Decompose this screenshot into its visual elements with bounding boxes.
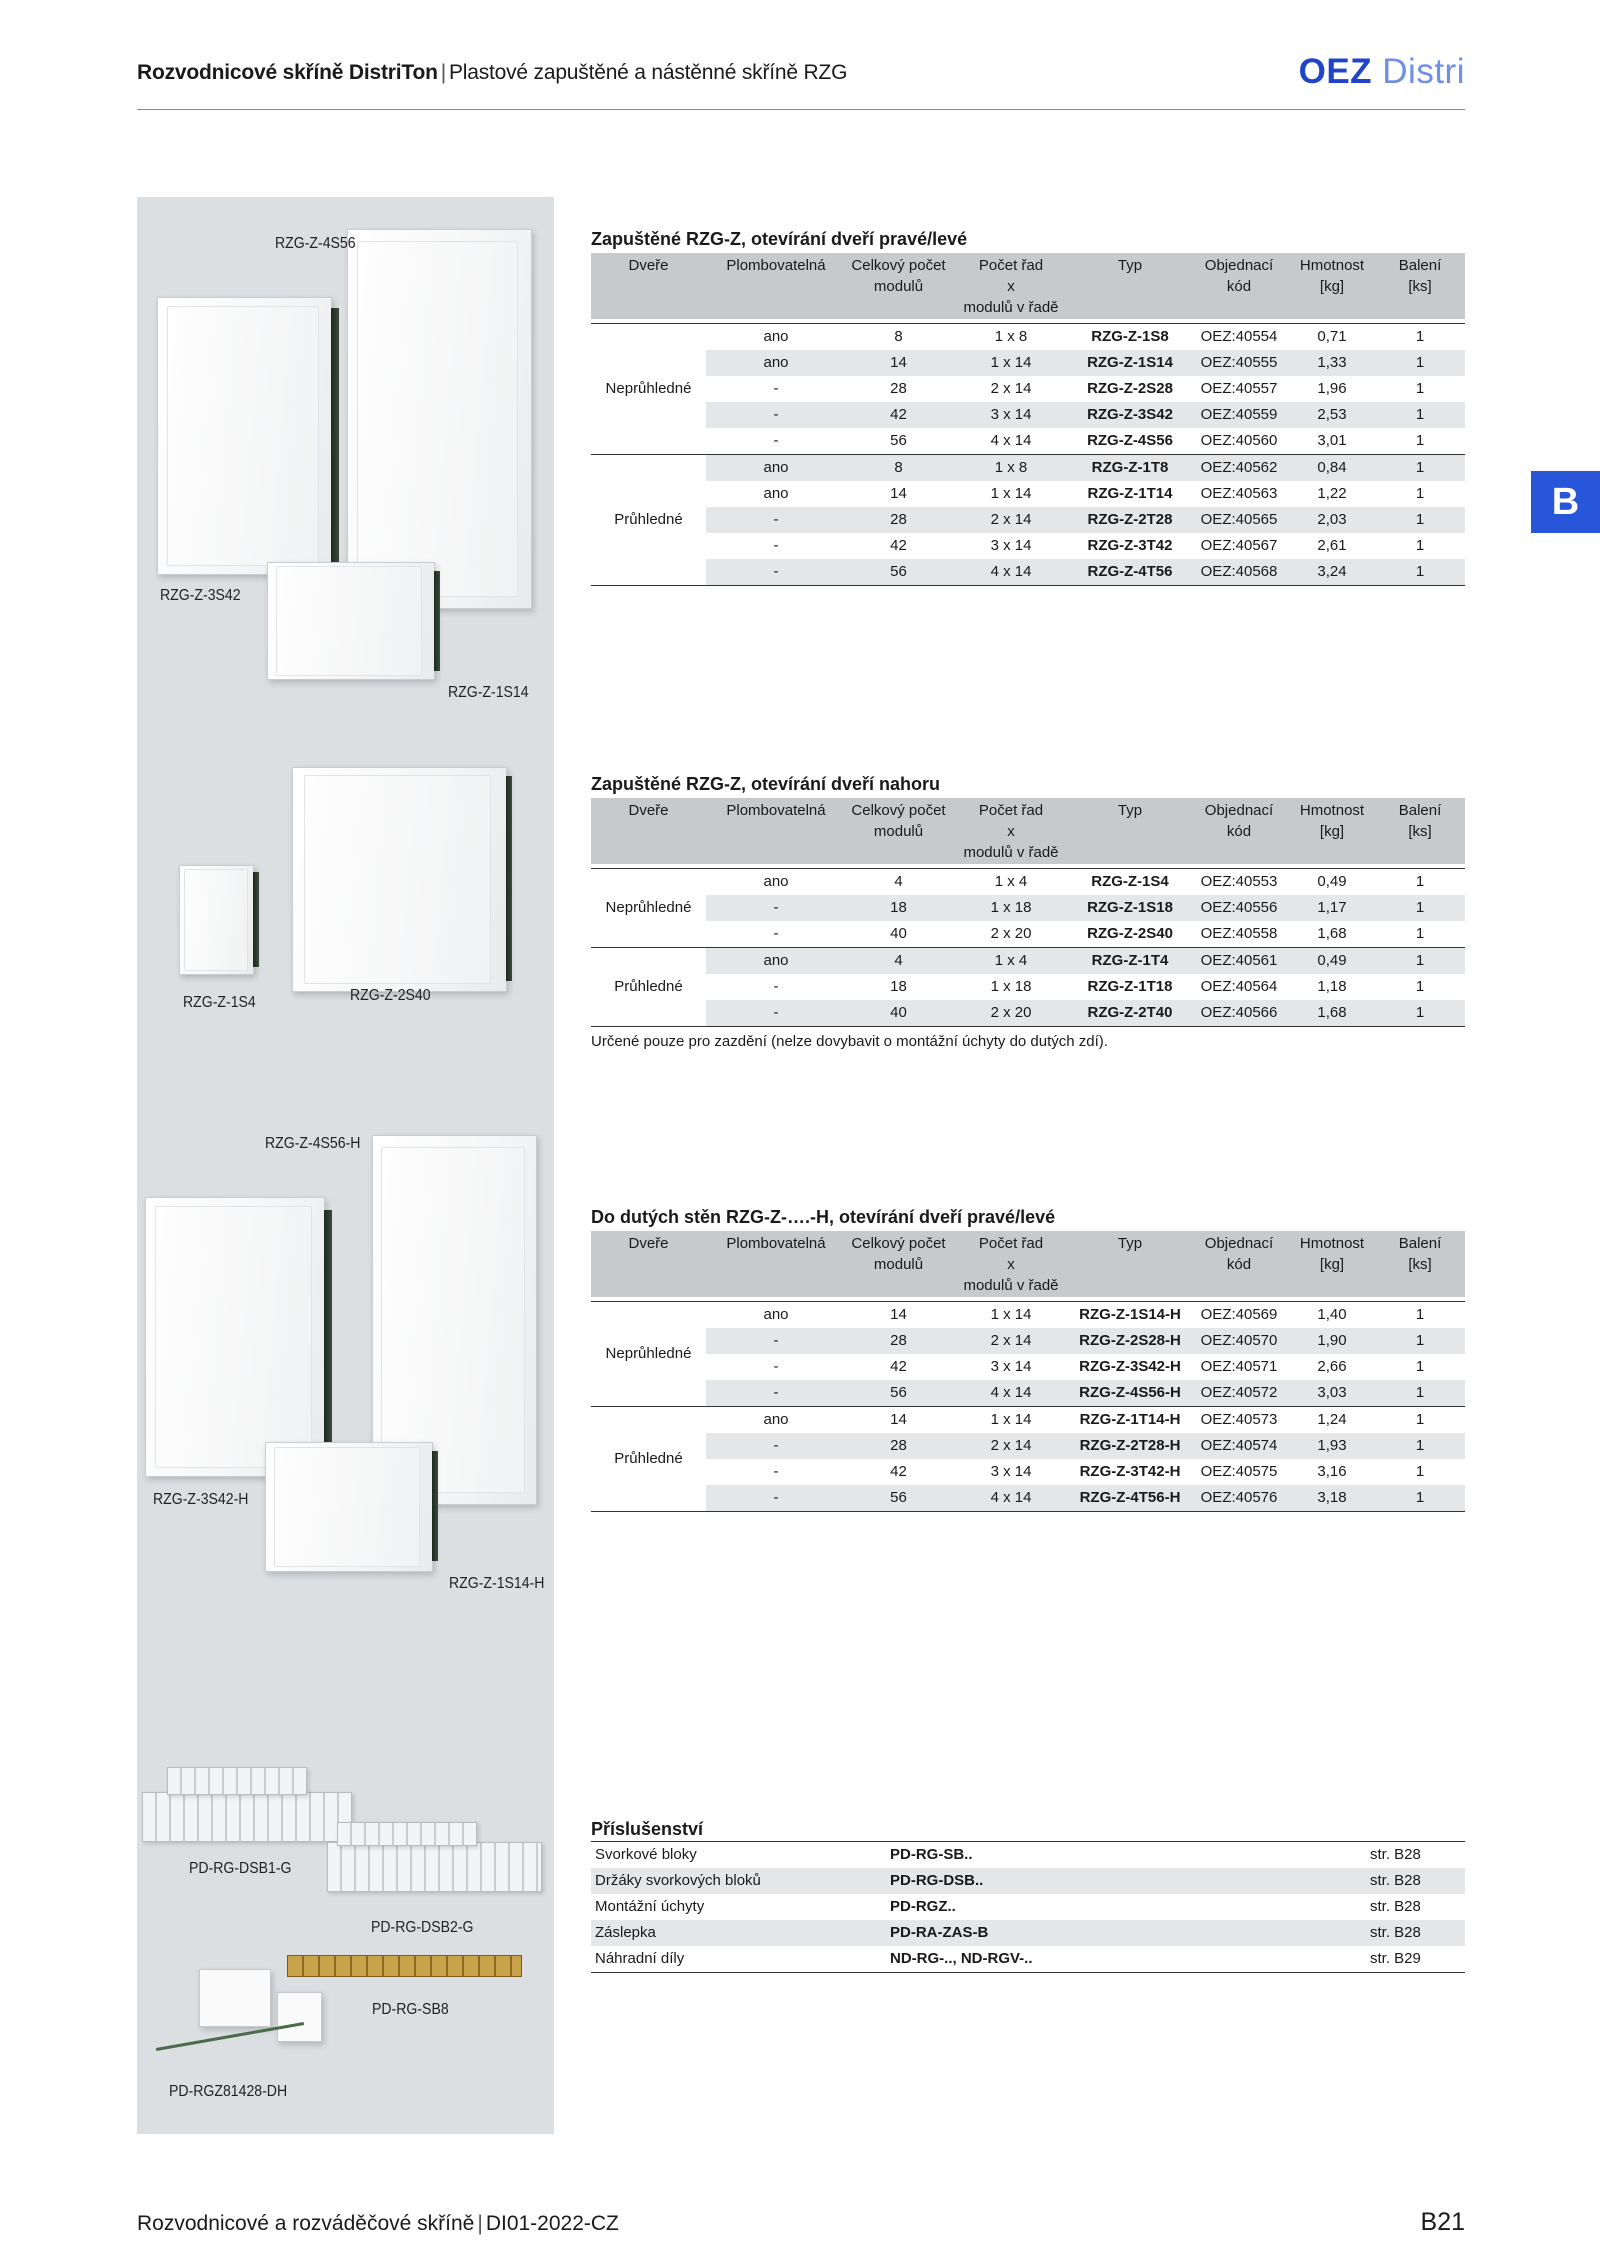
type-cell: RZG-Z-1T14 <box>1087 484 1173 502</box>
footer-separator: | <box>477 2212 483 2235</box>
package-cell: 1 <box>1415 1357 1425 1375</box>
modules-cell: 42 <box>890 1462 907 1480</box>
busbar-photo <box>287 1955 522 1977</box>
sealable-cell: - <box>773 977 779 995</box>
rows-cell: 1 x 14 <box>990 484 1032 502</box>
table-row <box>591 974 1465 1000</box>
weight-cell: 1,68 <box>1289 1000 1375 1027</box>
type-cell: RZG-Z-3S42 <box>1071 402 1189 428</box>
table-section-1 <box>591 228 1465 586</box>
cabinet-photo-1s14-h <box>265 1442 433 1572</box>
order-code-cell: OEZ:40558 <box>1189 921 1289 948</box>
modules-cell: 8 <box>894 327 903 345</box>
type-cell: RZG-Z-1T8 <box>1071 454 1189 481</box>
package-cell: 1 <box>1415 1462 1425 1480</box>
cabinet-photo-1s4 <box>179 865 254 975</box>
photo-label: RZG-Z-3S42-H <box>153 1491 249 1508</box>
sealable-cell: ano <box>706 350 846 376</box>
sealable-cell: - <box>706 402 846 428</box>
section-note: Určené pouze pro zazdění (nelze dovybavit o montážní úchyty do dutých zdí). <box>591 1032 1108 1050</box>
modules-cell: 40 <box>846 921 951 948</box>
col-header-order-code: Objednací kód <box>1189 1231 1289 1297</box>
type-cell: RZG-Z-3T42-H <box>1079 1462 1181 1480</box>
sealable-cell: - <box>706 1000 846 1027</box>
order-code-cell: OEZ:40555 <box>1189 350 1289 376</box>
sealable-cell: - <box>706 1485 846 1512</box>
col-header-sealable: Plombovatelná <box>706 798 846 864</box>
sealable-cell: ano <box>763 1305 789 1323</box>
accessory-name-cell: Držáky svorkových bloků <box>591 1868 886 1894</box>
modules-cell: 42 <box>846 402 951 428</box>
section-title: Zapuštěné RZG-Z, otevírání dveří nahoru <box>591 774 941 794</box>
table-header <box>591 798 1465 868</box>
order-code-cell: OEZ:40576 <box>1189 1485 1289 1512</box>
photo-label: PD-RGZ81428-DH <box>169 2083 288 2100</box>
weight-cell: 0,49 <box>1317 872 1347 890</box>
table-section-2 <box>591 773 1465 1050</box>
table-header <box>591 253 1465 323</box>
type-cell: RZG-Z-1T14-H <box>1079 1410 1181 1428</box>
weight-cell: 2,53 <box>1289 402 1375 428</box>
package-cell: 1 <box>1415 1410 1425 1428</box>
modules-cell: 14 <box>890 484 907 502</box>
rows-cell: 4 x 14 <box>951 1380 1071 1407</box>
table-row <box>591 350 1465 376</box>
table-row <box>591 402 1465 428</box>
table-row <box>591 1354 1465 1380</box>
section-title: Zapuštěné RZG-Z, otevírání dveří pravé/levé <box>591 229 968 249</box>
rows-cell: 3 x 14 <box>990 1357 1032 1375</box>
order-code-cell: OEZ:40557 <box>1200 379 1278 397</box>
order-code-cell: OEZ:40565 <box>1189 507 1289 533</box>
door-type-cell: Průhledné <box>591 454 706 585</box>
order-code-cell: OEZ:40574 <box>1189 1433 1289 1459</box>
spec-table <box>591 253 1465 586</box>
rows-cell: 3 x 14 <box>990 536 1032 554</box>
rows-cell: 4 x 14 <box>951 428 1071 455</box>
terminal-block-holder-photo <box>142 1792 352 1842</box>
sealable-cell: ano <box>763 1410 789 1428</box>
weight-cell: 1,96 <box>1317 379 1347 397</box>
weight-cell: 3,16 <box>1317 1462 1347 1480</box>
type-cell: RZG-Z-2S28 <box>1087 379 1173 397</box>
accessory-code-cell: PD-RGZ.. <box>890 1898 956 1915</box>
col-header-modules: Celkový počet modulů <box>846 798 951 864</box>
type-cell: RZG-Z-4T56 <box>1071 559 1189 586</box>
order-code-cell: OEZ:40571 <box>1200 1357 1278 1375</box>
accessory-code-cell: PD-RG-DSB.. <box>886 1868 1366 1894</box>
package-cell: 1 <box>1375 454 1465 481</box>
table-row <box>591 921 1465 948</box>
mounting-bracket-photo <box>277 1992 322 2042</box>
modules-cell: 56 <box>846 428 951 455</box>
modules-cell: 14 <box>846 350 951 376</box>
col-header-sealable: Plombovatelná <box>706 1231 846 1297</box>
logo-distri: Distri <box>1382 52 1465 91</box>
accessory-name-cell: Náhradní díly <box>591 1946 886 1973</box>
package-cell: 1 <box>1375 1433 1465 1459</box>
accessory-page-ref-cell: str. B28 <box>1370 1846 1421 1863</box>
sealable-cell: - <box>773 1462 779 1480</box>
order-code-cell: OEZ:40575 <box>1200 1462 1278 1480</box>
sealable-cell: - <box>773 536 779 554</box>
oez-distri-logo <box>1299 52 1465 92</box>
type-cell: RZG-Z-2T28 <box>1071 507 1189 533</box>
sealable-cell: ano <box>763 484 789 502</box>
col-header-door: Dveře <box>591 798 706 864</box>
weight-cell: 0,71 <box>1317 327 1347 345</box>
table-row <box>591 428 1465 455</box>
type-cell: RZG-Z-4S56-H <box>1071 1380 1189 1407</box>
chapter-tab: B <box>1531 471 1600 533</box>
order-code-cell: OEZ:40569 <box>1200 1305 1278 1323</box>
order-code-cell: OEZ:40559 <box>1189 402 1289 428</box>
package-cell: 1 <box>1375 428 1465 455</box>
rows-cell: 2 x 14 <box>951 1328 1071 1354</box>
photo-label: RZG-Z-2S40 <box>350 987 431 1004</box>
type-cell: RZG-Z-2S40 <box>1071 921 1189 948</box>
package-cell: 1 <box>1375 1000 1465 1027</box>
weight-cell: 1,40 <box>1317 1305 1347 1323</box>
rows-cell: 1 x 18 <box>951 895 1071 921</box>
type-cell: RZG-Z-1S14-H <box>1079 1305 1181 1323</box>
accessory-row <box>591 1842 1465 1868</box>
rows-cell: 3 x 14 <box>990 1462 1032 1480</box>
header-separator: | <box>440 61 446 84</box>
sealable-cell: - <box>706 895 846 921</box>
accessory-page-ref-cell: str. B29 <box>1366 1946 1465 1973</box>
door-type-cell: Neprůhledné <box>591 1301 706 1406</box>
type-cell: RZG-Z-1S18 <box>1071 895 1189 921</box>
spec-table <box>591 798 1465 1027</box>
terminal-block-holder-photo <box>167 1767 307 1795</box>
type-cell: RZG-Z-1T4 <box>1071 947 1189 974</box>
logo-oez: OEZ <box>1298 52 1373 91</box>
modules-cell: 14 <box>890 1410 907 1428</box>
table-row <box>591 947 1465 974</box>
rows-cell: 2 x 14 <box>951 1433 1071 1459</box>
type-cell: RZG-Z-2S28-H <box>1071 1328 1189 1354</box>
cabinet-photo-3s42 <box>157 297 332 575</box>
modules-cell: 8 <box>846 454 951 481</box>
table-row <box>591 454 1465 481</box>
col-header-rows: Počet řad x modulů v řadě <box>951 1231 1071 1297</box>
modules-cell: 28 <box>846 1328 951 1354</box>
table-row <box>591 895 1465 921</box>
rows-cell: 1 x 14 <box>951 350 1071 376</box>
sealable-cell: ano <box>763 327 789 345</box>
rows-cell: 1 x 14 <box>990 1410 1032 1428</box>
table-row <box>591 1406 1465 1433</box>
accessory-row <box>591 1920 1465 1946</box>
page-footer <box>137 2212 619 2236</box>
photo-label: RZG-Z-1S14 <box>448 684 529 701</box>
header-title-bold: Rozvodnicové skříně DistriTon <box>137 61 438 84</box>
rows-cell: 4 x 14 <box>951 1485 1071 1512</box>
order-code-cell: OEZ:40573 <box>1200 1410 1278 1428</box>
cabinet-photo-4s56 <box>347 229 532 609</box>
col-header-order-code: Objednací kód <box>1189 798 1289 864</box>
table-row <box>591 559 1465 586</box>
package-cell: 1 <box>1375 1380 1465 1407</box>
weight-cell: 3,24 <box>1289 559 1375 586</box>
accessory-name-cell: Svorkové bloky <box>595 1846 697 1863</box>
package-cell: 1 <box>1375 1485 1465 1512</box>
modules-cell: 28 <box>846 1433 951 1459</box>
weight-cell: 2,03 <box>1289 507 1375 533</box>
weight-cell: 3,01 <box>1289 428 1375 455</box>
weight-cell: 2,66 <box>1317 1357 1347 1375</box>
weight-cell: 1,17 <box>1289 895 1375 921</box>
sealable-cell: ano <box>706 454 846 481</box>
package-cell: 1 <box>1415 379 1425 397</box>
accessory-row <box>591 1894 1465 1920</box>
rows-cell: 1 x 18 <box>990 977 1032 995</box>
rows-cell: 1 x 14 <box>990 1305 1032 1323</box>
table-row <box>591 323 1465 350</box>
rows-cell: 1 x 4 <box>994 872 1028 890</box>
page-number: B21 <box>1420 2208 1465 2236</box>
sealable-cell: - <box>706 1328 846 1354</box>
header-title-rest: Plastové zapuštěné a nástěnné skříně RZG <box>448 61 848 84</box>
sealable-cell: ano <box>763 872 789 890</box>
accessory-row <box>591 1868 1465 1894</box>
sealable-cell: - <box>706 428 846 455</box>
type-cell: RZG-Z-1T18 <box>1087 977 1173 995</box>
table-header <box>591 1231 1465 1301</box>
package-cell: 1 <box>1415 1305 1425 1323</box>
modules-cell: 42 <box>890 536 907 554</box>
type-cell: RZG-Z-2T28-H <box>1071 1433 1189 1459</box>
sealable-cell: - <box>706 559 846 586</box>
order-code-cell: OEZ:40572 <box>1189 1380 1289 1407</box>
package-cell: 1 <box>1375 507 1465 533</box>
sealable-cell: - <box>706 507 846 533</box>
table-row <box>591 1328 1465 1354</box>
footer-doc-code: DI01-2022-CZ <box>485 2212 619 2235</box>
col-header-rows: Počet řad x modulů v řadě <box>951 798 1071 864</box>
table-row <box>591 1433 1465 1459</box>
terminal-block-holder-photo <box>327 1842 542 1892</box>
table-row <box>591 1000 1465 1027</box>
modules-cell: 56 <box>846 559 951 586</box>
type-cell: RZG-Z-3T42 <box>1087 536 1173 554</box>
order-code-cell: OEZ:40563 <box>1200 484 1278 502</box>
accessory-name-cell: Montážní úchyty <box>595 1898 705 1915</box>
terminal-block-holder-photo <box>337 1822 477 1846</box>
weight-cell: 2,61 <box>1317 536 1347 554</box>
accessories-title: Příslušenství <box>591 1816 1465 1842</box>
modules-cell: 14 <box>890 1305 907 1323</box>
col-header-type: Typ <box>1071 253 1189 319</box>
col-header-door: Dveře <box>591 1231 706 1297</box>
accessory-code-cell: PD-RA-ZAS-B <box>886 1920 1366 1946</box>
weight-cell: 3,18 <box>1289 1485 1375 1512</box>
accessory-name-cell: Záslepka <box>591 1920 886 1946</box>
sealable-cell: - <box>773 379 779 397</box>
table-row <box>591 533 1465 559</box>
col-header-order-code: Objednací kód <box>1189 253 1289 319</box>
sealable-cell: - <box>706 1380 846 1407</box>
rows-cell: 1 x 8 <box>994 327 1028 345</box>
package-cell: 1 <box>1375 350 1465 376</box>
order-code-cell: OEZ:40556 <box>1189 895 1289 921</box>
accessory-page-ref-cell: str. B28 <box>1366 1868 1465 1894</box>
modules-cell: 42 <box>890 1357 907 1375</box>
weight-cell: 1,18 <box>1317 977 1347 995</box>
table-row <box>591 1485 1465 1512</box>
col-header-package: Balení [ks] <box>1375 253 1465 319</box>
table-row <box>591 1380 1465 1407</box>
weight-cell: 1,24 <box>1317 1410 1347 1428</box>
col-header-package: Balení [ks] <box>1375 798 1465 864</box>
accessories-section <box>591 1816 1465 1973</box>
col-header-sealable: Plombovatelná <box>706 253 846 319</box>
table-row <box>591 481 1465 507</box>
package-cell: 1 <box>1375 402 1465 428</box>
sealable-cell: ano <box>706 947 846 974</box>
accessory-code-cell: ND-RG-.., ND-RGV-.. <box>886 1946 1366 1973</box>
type-cell: RZG-Z-4T56-H <box>1071 1485 1189 1512</box>
door-type-cell: Průhledné <box>591 1406 706 1511</box>
accessories-table <box>591 1842 1465 1973</box>
weight-cell: 1,33 <box>1289 350 1375 376</box>
accessory-row <box>591 1946 1465 1973</box>
header-title <box>137 61 847 85</box>
cabinet-photo-3s42-h <box>145 1197 325 1477</box>
table-section-3 <box>591 1206 1465 1512</box>
photo-label: RZG-Z-1S14-H <box>449 1575 545 1592</box>
weight-cell: 1,22 <box>1317 484 1347 502</box>
col-header-modules: Celkový počet modulů <box>846 253 951 319</box>
weight-cell: 1,68 <box>1289 921 1375 948</box>
table-row <box>591 868 1465 895</box>
weight-cell: 1,90 <box>1289 1328 1375 1354</box>
modules-cell: 28 <box>890 379 907 397</box>
order-code-cell: OEZ:40567 <box>1200 536 1278 554</box>
rows-cell: 4 x 14 <box>951 559 1071 586</box>
order-code-cell: OEZ:40560 <box>1189 428 1289 455</box>
type-cell: RZG-Z-3S42-H <box>1079 1357 1181 1375</box>
order-code-cell: OEZ:40553 <box>1200 872 1278 890</box>
type-cell: RZG-Z-1S8 <box>1091 327 1169 345</box>
rows-cell: 2 x 20 <box>951 1000 1071 1027</box>
table-row <box>591 376 1465 402</box>
sealable-cell: - <box>706 921 846 948</box>
order-code-cell: OEZ:40564 <box>1200 977 1278 995</box>
table-row <box>591 1301 1465 1328</box>
type-cell: RZG-Z-2T40 <box>1071 1000 1189 1027</box>
rows-cell: 2 x 14 <box>951 507 1071 533</box>
package-cell: 1 <box>1415 484 1425 502</box>
photo-label: RZG-Z-1S4 <box>183 994 256 1011</box>
table-row <box>591 507 1465 533</box>
package-cell: 1 <box>1415 872 1425 890</box>
mounting-bracket-photo <box>199 1969 271 2027</box>
col-header-weight: Hmotnost [kg] <box>1289 253 1375 319</box>
package-cell: 1 <box>1415 977 1425 995</box>
accessory-code-cell: PD-RG-SB.. <box>890 1846 973 1863</box>
rows-cell: 1 x 8 <box>951 454 1071 481</box>
col-header-type: Typ <box>1071 1231 1189 1297</box>
photo-label: PD-RG-DSB2-G <box>371 1919 474 1936</box>
order-code-cell: OEZ:40562 <box>1189 454 1289 481</box>
table-row <box>591 1459 1465 1485</box>
col-header-modules: Celkový počet modulů <box>846 1231 951 1297</box>
rows-cell: 2 x 14 <box>990 379 1032 397</box>
modules-cell: 28 <box>846 507 951 533</box>
cabinet-photo-2s40 <box>292 767 507 992</box>
order-code-cell: OEZ:40566 <box>1189 1000 1289 1027</box>
photo-label: RZG-Z-3S42 <box>160 587 241 604</box>
door-type-cell: Neprůhledné <box>591 868 706 947</box>
door-type-cell: Neprůhledné <box>591 323 706 454</box>
modules-cell: 4 <box>846 947 951 974</box>
photo-label: PD-RG-DSB1-G <box>189 1860 292 1877</box>
rows-cell: 2 x 20 <box>951 921 1071 948</box>
modules-cell: 40 <box>846 1000 951 1027</box>
order-code-cell: OEZ:40568 <box>1189 559 1289 586</box>
order-code-cell: OEZ:40570 <box>1189 1328 1289 1354</box>
weight-cell: 0,49 <box>1289 947 1375 974</box>
photo-label: RZG-Z-4S56-H <box>265 1135 361 1152</box>
photo-label: RZG-Z-4S56 <box>275 235 356 252</box>
modules-cell: 56 <box>846 1380 951 1407</box>
package-cell: 1 <box>1415 536 1425 554</box>
modules-cell: 18 <box>890 977 907 995</box>
cabinet-photo-1s14 <box>267 562 435 680</box>
package-cell: 1 <box>1375 1328 1465 1354</box>
package-cell: 1 <box>1375 895 1465 921</box>
col-header-type: Typ <box>1071 798 1189 864</box>
modules-cell: 18 <box>846 895 951 921</box>
accessory-page-ref-cell: str. B28 <box>1370 1898 1421 1915</box>
page-header <box>137 52 1465 110</box>
spec-table <box>591 1231 1465 1512</box>
photo-label: PD-RG-SB8 <box>372 2001 449 2018</box>
col-header-rows: Počet řad x modulů v řadě <box>951 253 1071 319</box>
type-cell: RZG-Z-1S14 <box>1071 350 1189 376</box>
order-code-cell: OEZ:40554 <box>1200 327 1278 345</box>
col-header-weight: Hmotnost [kg] <box>1289 798 1375 864</box>
weight-cell: 3,03 <box>1289 1380 1375 1407</box>
type-cell: RZG-Z-1S4 <box>1091 872 1169 890</box>
modules-cell: 4 <box>894 872 903 890</box>
modules-cell: 56 <box>846 1485 951 1512</box>
product-photo-column <box>137 197 554 2134</box>
rows-cell: 1 x 4 <box>951 947 1071 974</box>
type-cell: RZG-Z-4S56 <box>1071 428 1189 455</box>
package-cell: 1 <box>1415 327 1425 345</box>
door-type-cell: Průhledné <box>591 947 706 1026</box>
package-cell: 1 <box>1375 559 1465 586</box>
weight-cell: 1,93 <box>1289 1433 1375 1459</box>
col-header-door: Dveře <box>591 253 706 319</box>
order-code-cell: OEZ:40561 <box>1189 947 1289 974</box>
col-header-package: Balení [ks] <box>1375 1231 1465 1297</box>
accessory-page-ref-cell: str. B28 <box>1366 1920 1465 1946</box>
footer-title: Rozvodnicové a rozváděčové skříně <box>137 2212 475 2235</box>
col-header-weight: Hmotnost [kg] <box>1289 1231 1375 1297</box>
package-cell: 1 <box>1375 921 1465 948</box>
weight-cell: 0,84 <box>1289 454 1375 481</box>
section-title: Do dutých stěn RZG-Z-….-H, otevírání dveří pravé/levé <box>591 1207 1056 1227</box>
rows-cell: 3 x 14 <box>951 402 1071 428</box>
sealable-cell: - <box>773 1357 779 1375</box>
sealable-cell: - <box>706 1433 846 1459</box>
package-cell: 1 <box>1375 947 1465 974</box>
